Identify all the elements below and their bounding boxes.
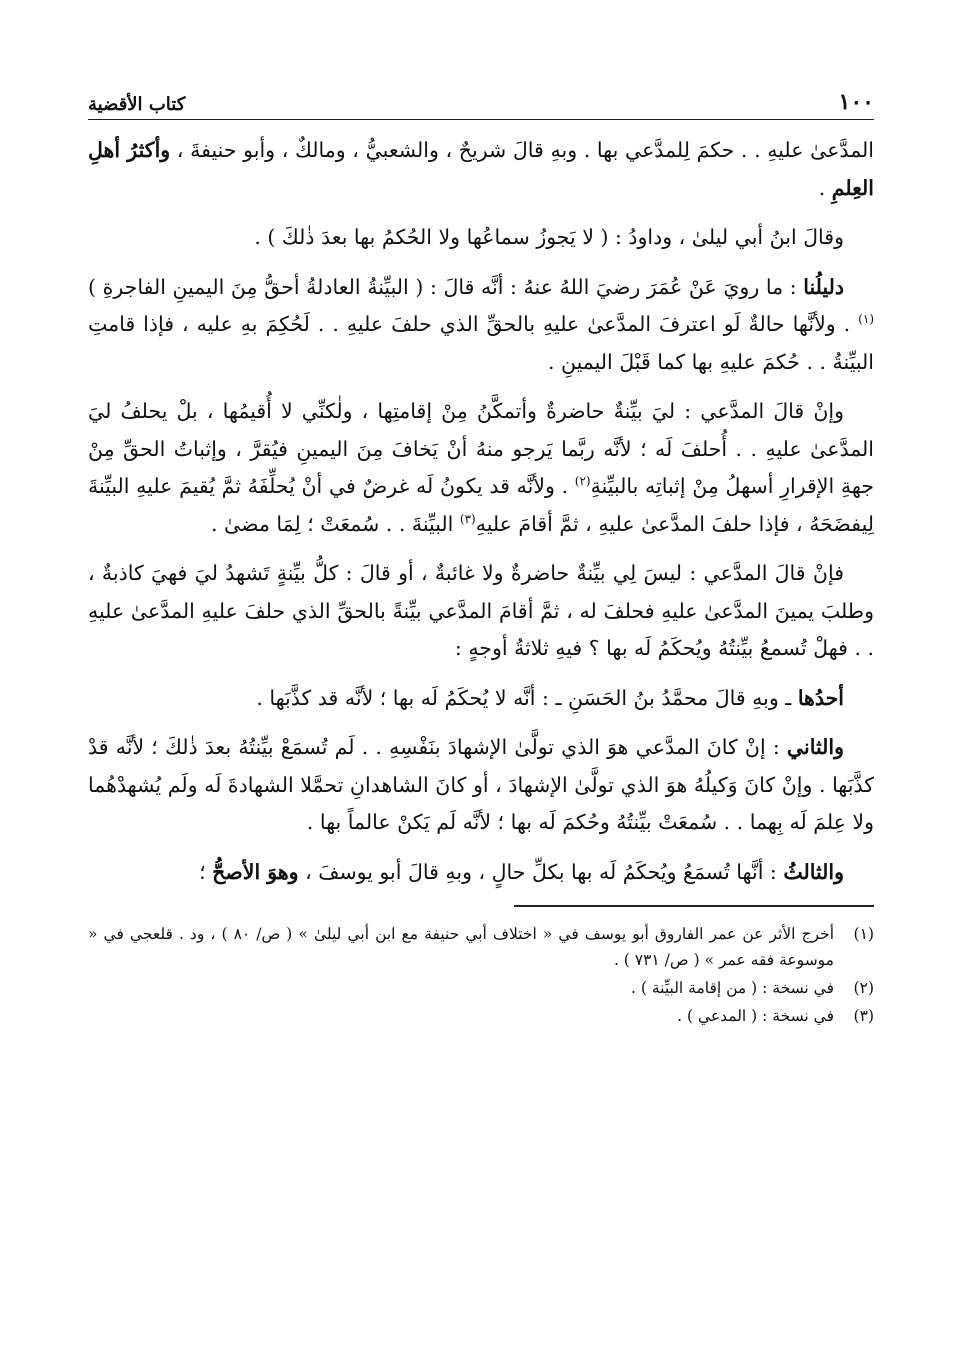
footnote-text: في نسخة : ( من إقامة البيِّنة ) . <box>631 979 834 997</box>
paragraph-tail: . <box>818 175 832 200</box>
paragraph-text: : ما رويَ عَنْ عُمَرَ رضيَ اللهُ عنهُ : أنَّه قالَ : ( البيِّنةُ العادلةُ أحقُّ مِنَ اليمينِ الفاجرةِ ) <box>88 274 804 299</box>
footnote-2 <box>88 975 874 1001</box>
paragraph-text: المدَّعىٰ عليهِ . . حكمَ لِلمدَّعي بها . وبهِ قالَ شريحٌ ، والشعبيُّ ، ومالكٌ ، وأبو حنيفةَ ، <box>170 138 874 162</box>
paragraph-text: . ولأنَّها حالةٌ لَو اعترفَ المدَّعىٰ عليهِ بالحقِّ الذي حلفَ عليهِ . . لَحُكِمَ بهِ عليه ، فإذا قامتِ البيِّنةُ . . حُكمَ عليهِ بها كما قَبْلَ اليمينِ . <box>88 312 874 374</box>
footnote-divider <box>514 905 874 907</box>
running-title: كتاب الأقضية <box>88 94 186 115</box>
paragraph-text: وإنْ قالَ المدَّعي : ليَ بيِّنةٌ حاضرةٌ وأتمكَّنُ مِنْ إقامتِها ، ولٰكنِّي لا أُقيمُها ، بلْ يحلفُ ليَ المدَّعىٰ عليهِ . . أُحلفَ لَه ؛ لأنَّه ربَّما يَرجو منهُ أنْ يَخافَ مِنَ اليمينِ فيُقرَّ ، وإثباتُ الحقِّ مِنْ جهةِ الإقرارِ أسهلُ مِنْ إثباتِه بالبيِّنةِ <box>88 399 874 498</box>
paragraph-6 <box>88 680 874 718</box>
footnote-number: (١) <box>853 925 874 943</box>
paragraph-5 <box>88 555 874 668</box>
footnote-text: في نسخة : ( المدعي ) . <box>677 1007 834 1025</box>
paragraph-text: فإنْ قالَ المدَّعي : ليسَ لِي بيِّنةٌ حاضرةٌ ولا غائبةٌ ، أو قالَ : كلُّ بيِّنةٍ تَشهدُ ليَ فهيَ كاذبةٌ ، وطلبَ يمينَ المدَّعىٰ عليهِ فحلفَ له ، ثمَّ أقامَ المدَّعي بيِّنةً بالحقِّ الذي حلفَ عليهِ المدَّعىٰ عليهِ . . فهلْ تُسمعُ بيِّنتُهُ ويُحكَمُ لَه بها ؟ فيهِ ثلاثةُ أوجهٍ : <box>88 561 874 660</box>
emphasis-text: وهوَ الأصحُّ <box>212 859 299 884</box>
paragraph-8 <box>88 854 874 892</box>
paragraph-1 <box>88 132 874 207</box>
page-number: ١٠٠ <box>838 89 874 115</box>
footnote-marker-1[interactable]: (١) <box>858 312 874 327</box>
paragraph-lead: دليلُنا <box>803 274 844 299</box>
paragraph-3 <box>88 269 874 382</box>
footnote-marker-3[interactable]: (٣) <box>459 511 476 526</box>
footnote-marker-2[interactable]: (٢) <box>574 474 591 489</box>
footnote-text: أخرج الأثر عن عمر الفاروق أبو يوسف في « اختلاف أبي حنيفة مع ابن أبي ليلىٰ » ( ص/ ٨٠ ) ، ود . قلعجي في « موسوعة فقه عمر » ( ص/ ٧٣١ ) . <box>88 925 834 969</box>
footnotes <box>88 921 874 1029</box>
paragraph-text: . ولأنَّه قد يكونُ لَه غرضٌ في أنْ يُحلِّفَهُ ثمَّ يُقيمَ عليهِ البيِّنةَ لِيفضَحَهُ ، فإذا حلفَ المدَّعىٰ عليهِ ، ثمَّ أقامَ عليهِ <box>88 474 874 536</box>
paragraph-text: البيِّنةَ . . سُمعَتْ ؛ لِمَا مضىٰ . <box>210 511 460 536</box>
paragraph-tail: ؛ <box>199 859 213 884</box>
emphasis-text: وأكثرُ أهلِ العِلمِ <box>88 138 874 200</box>
paragraph-lead: أحدُها <box>797 685 844 710</box>
paragraph-lead: والثالثُ <box>783 859 844 884</box>
document-page <box>88 80 874 1340</box>
body-text <box>88 132 874 891</box>
paragraph-text: وقالَ ابنُ أبي ليلىٰ ، وداودُ : ( لا يَجوزُ سماعُها ولا الحُكمُ بها بعدَ ذٰلكَ ) . <box>254 225 844 249</box>
paragraph-text: : أنَّها تُسمَعُ ويُحكَمُ لَه بها بكلِّ حالٍ ، وبهِ قالَ أبو يوسفَ ، <box>298 859 784 884</box>
footnote-3 <box>88 1003 874 1029</box>
footnote-number: (٢) <box>853 979 874 997</box>
paragraph-4 <box>88 393 874 543</box>
page-header <box>88 80 874 120</box>
paragraph-text: : إنْ كانَ المدَّعي هوَ الذي تولَّىٰ الإشهادَ بنَفْسِهِ . . لَم تُسمَعْ بيِّنتُهُ بعدَ ذٰلكَ ؛ لأنَّه قدْ كذَّبَها . وإنْ كانَ وَكيلُهُ هوَ الذي تولَّىٰ الإشهادَ ، أو كانَ الشاهدانِ تحمَّلا الشهادةَ لَه ولَم يُشهدْهُما ولا عِلمَ لَه بِهما . . سُمعَتْ بيِّنتُهُ وحُكمَ لَه بها ؛ لأنَّه لَم يَكنْ عالماً بها . <box>88 735 874 834</box>
paragraph-text: ـ وبهِ قالَ محمَّدُ بنُ الحَسَنِ ـ : أنَّه لا يُحكَمُ لَه بها ؛ لأنَّه قد كذَّبَها . <box>256 685 798 710</box>
paragraph-2 <box>88 219 874 257</box>
footnote-number: (٣) <box>853 1007 874 1025</box>
paragraph-7 <box>88 729 874 842</box>
paragraph-lead: والثاني <box>786 735 844 759</box>
footnote-1 <box>88 921 874 973</box>
